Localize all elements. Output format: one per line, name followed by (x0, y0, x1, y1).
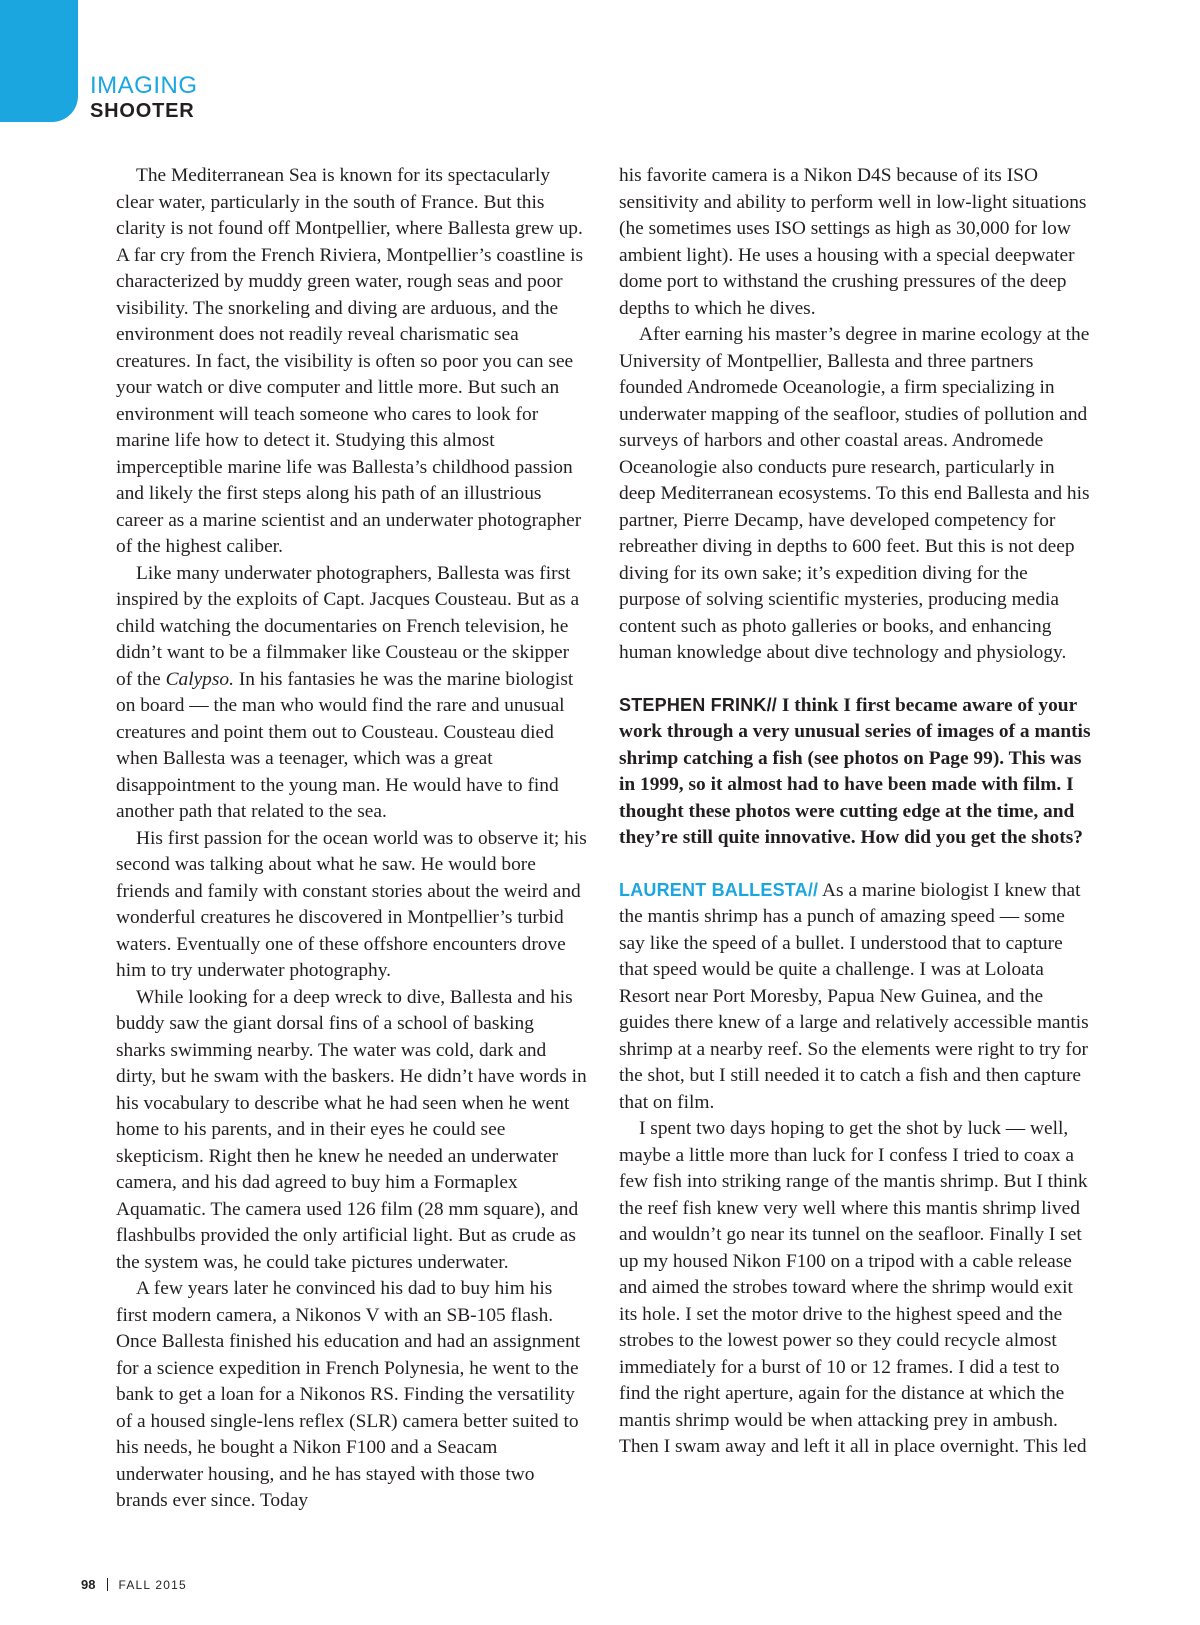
article-paragraph: His first passion for the ocean world was to observe it; his second was talking about what he saw. He would bore friends and family with constant stories about the weird and wonderful creatures he discovered in Montpellier’s turbid waters. Eventually one of these offshore encounters drove him to try underwater photography. (116, 827, 587, 981)
section-subtitle: SHOOTER (90, 100, 195, 122)
question-speaker: STEPHEN FRINK// (619, 694, 778, 715)
answer-continued: I spent two days hoping to get the shot by luck — well, maybe a little more than luck for I confess I tried to coax a few fish into striking range of the mantis shrimp. But I think the reef fish knew very well where this mantis shrimp lived and wouldn’t go near its tunnel on the seafloor. Finally I set up my housed Nikon F100 on a tripod with a cable release and aimed the strobes toward where the shrimp would exit its hole. I set the motor drive to the highest speed and the strobes to the lowest power so they could recycle almost immediately for a burst of 10 or 12 frames. I did a test to find the right aperture, again for the distance at which the mantis shrimp would be when attacking prey in ambush. Then I swam away and left it all in place overnight. This led (619, 1118, 1088, 1457)
answer-text: As a marine biologist I knew that the mantis shrimp has a punch of amazing speed — some say like the speed of a bullet. I understood that to capture that speed would be quite a challenge. I was at Loloata Resort near Port Moresby, Papua New Guinea, and the guides there knew of a large and relatively accessible mantis shrimp at a nearby reef. So the elements were right to try for the shot, but I still needed it to catch a fish and then capture that on film. (619, 879, 1089, 1113)
ship-name: Calypso. (165, 668, 234, 690)
section-color-tab (0, 0, 78, 122)
page-footer (81, 1577, 187, 1592)
left-column (116, 163, 588, 1515)
cousteau-text-before: Like many underwater photographers, Ballesta was first inspired by the exploits of Capt. Jacques Cousteau. But as a child watching the documentaries on French television, he didn’t want to be a filmmaker like Cousteau or the skipper of the (116, 562, 580, 690)
section-header (90, 73, 198, 123)
section-title: IMAGING (90, 72, 198, 99)
answer-speaker: LAURENT BALLESTA// (619, 879, 819, 900)
article-paragraph: While looking for a deep wreck to dive, Ballesta and his buddy saw the giant dorsal fins of a school of basking sharks swimming nearby. The water was cold, dark and dirty, but he swam with the baskers. He didn’t have words in his vocabulary to describe what he had seen when he went home to his parents, and in their eyes he could see skepticism. Right then he knew he needed an underwater camera, and his dad agreed to buy him a Formaplex Aquamatic. The camera used 126 film (28 mm square), and flashbulbs provided the only artificial light. But as crude as the system was, he could take pictures underwater. (116, 986, 587, 1273)
article-paragraph: A few years later he convinced his dad to buy him his first modern camera, a Nikonos V with an SB-105 flash. Once Ballesta finished his education and had an assignment for a science expedition in French Polynesia, he went to the bank to get a loan for a Nikonos RS. Finding the versatility of a housed single-lens reflex (SLR) camera better suited to his needs, he bought a Nikon F100 and a Seacam underwater housing, and he has stayed with those two brands ever since. Today (116, 1278, 581, 1511)
issue-label: FALL 2015 (118, 1578, 187, 1592)
question-text: I think I first became aware of your work through a very unusual series of images of a mantis shrimp catching a fish (see photos on Page 99). This was in 1999, so it almost had to have been made with film. I thought these photos were cutting edge at the time, and they’re still quite innovative. How did you get the shots? (619, 694, 1091, 848)
page-number: 98 (81, 1577, 96, 1592)
article-paragraph: his favorite camera is a Nikon D4S because of its ISO sensitivity and ability to perform well in low-light situations (he sometimes uses ISO settings as high as 30,000 for low ambient light). He uses a housing with a special deepwater dome port to withstand the crushing pressures of the deep depths to which he dives. (619, 165, 1087, 319)
article-paragraph-cousteau (116, 561, 588, 826)
right-column (619, 163, 1091, 1461)
interview-answer (619, 877, 1091, 1117)
cousteau-text-after: In his fantasies he was the marine biologist on board — the man who would find the rare and unusual creatures and point them out to Cousteau. Cousteau died when Ballesta was a teenager, which was a great disappointment to the young man. He would have to find another path that related to the sea. (116, 668, 574, 822)
footer-divider (107, 1578, 108, 1591)
article-paragraph: The Mediterranean Sea is known for its spectacularly clear water, particularly in the south of France. But this clarity is not found off Montpellier, where Ballesta grew up. A far cry from the French Riviera, Montpellier’s coastline is characterized by muddy green water, rough seas and poor visibility. The snorkeling and diving are arduous, and the environment does not readily reveal charismatic sea creatures. In fact, the visibility is often so poor you can see your watch or dive computer and little more. But such an environment will teach someone who cares to look for marine life how to detect it. Studying this almost imperceptible marine life was Ballesta’s childhood passion and likely the first steps along his path of an illustrious career as a marine scientist and an underwater photographer of the highest caliber. (116, 165, 584, 557)
interview-question (619, 692, 1091, 852)
article-paragraph: After earning his master’s degree in marine ecology at the University of Montpellier, Ballesta and three partners founded Andromede Oceanologie, a firm specializing in underwater mapping of the seafloor, studies of pollution and surveys of harbors and other coastal areas. Andromede Oceanologie also conducts pure research, particularly in deep Mediterranean ecosystems. To this end Ballesta and his partner, Pierre Decamp, have developed competency for rebreather diving in depths to 600 feet. But this is not deep diving for its own sake; it’s expedition diving for the purpose of solving scientific mysteries, producing media content such as photo galleries or books, and enhancing human knowledge about dive technology and physiology. (619, 324, 1090, 663)
